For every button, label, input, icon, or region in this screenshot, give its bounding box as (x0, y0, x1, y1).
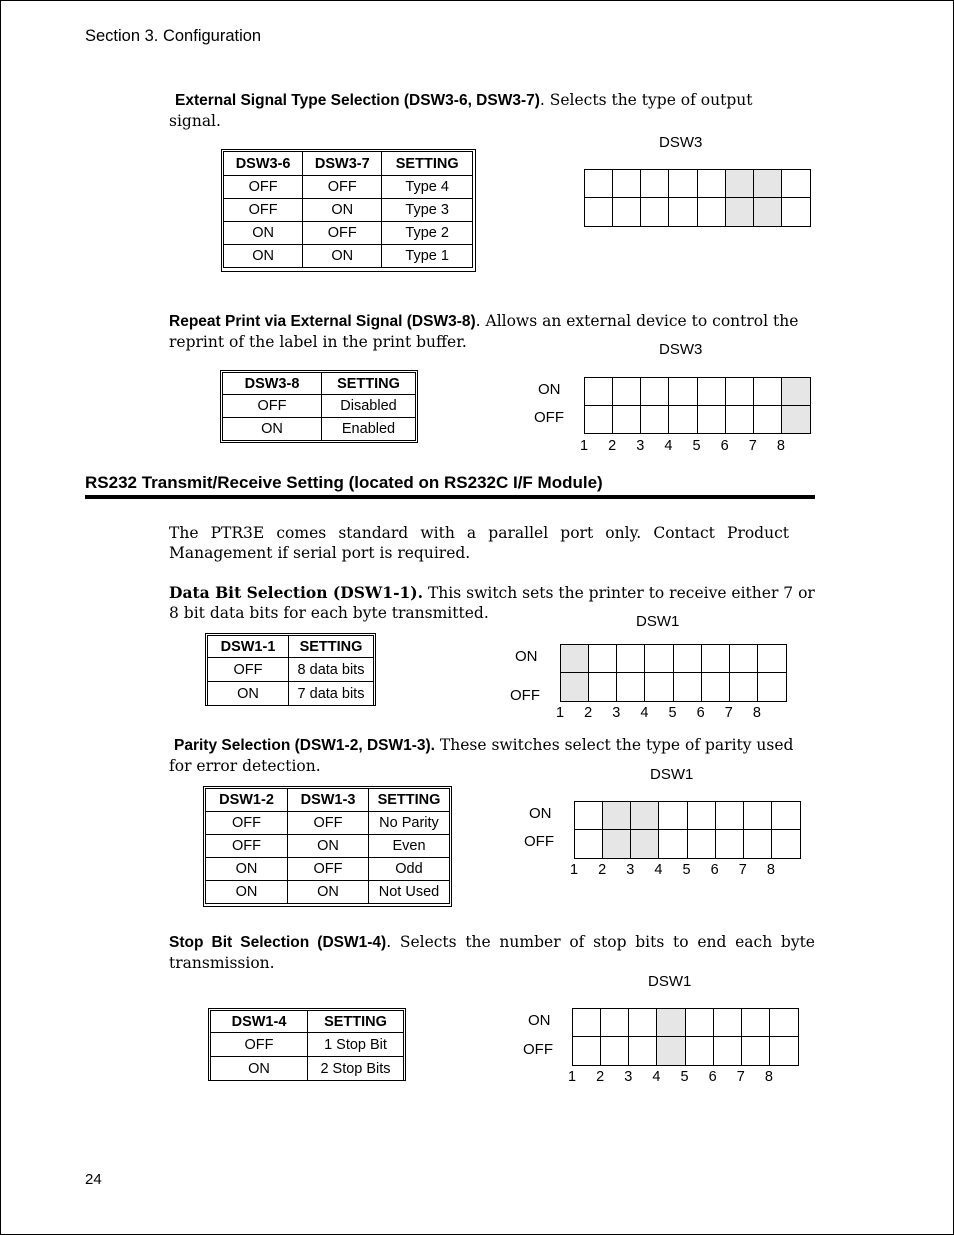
switch-position-7 (754, 170, 782, 198)
switch-position-4 (657, 1037, 685, 1065)
table-cell: ON (211, 1057, 308, 1081)
stop-bit-title: Stop Bit Selection (DSW1-4) (169, 934, 387, 951)
table-cell: Type 2 (382, 222, 473, 245)
table-header: SETTING (382, 152, 473, 176)
table-cell: OFF (206, 812, 288, 835)
switch-number: 5 (692, 438, 701, 454)
switch-position-8 (772, 830, 800, 858)
switch-position-5 (686, 1037, 714, 1065)
switch-position-4 (669, 198, 697, 226)
dip-switch-label: DSW3 (659, 134, 703, 151)
switch-position-2 (603, 830, 631, 858)
table-cell: 1 Stop Bit (308, 1033, 404, 1057)
off-label: OFF (534, 409, 564, 426)
switch-position-5 (674, 673, 702, 701)
ext-signal-title: External Signal Type Selection (DSW3-6, DSW3-7) (175, 92, 540, 109)
switch-position-8 (770, 1009, 798, 1037)
data-bit-title: Data Bit Selection (DSW1-1). (169, 583, 424, 602)
table-cell: ON (224, 222, 303, 245)
switch-position-1 (573, 1037, 601, 1065)
parity-body: These switches select the type of parity used for error detection. (169, 736, 794, 775)
section-heading: RS232 Transmit/Receive Setting (located on RS232C I/F Module) (85, 473, 603, 492)
off-label: OFF (523, 1041, 553, 1058)
switch-position-5 (688, 830, 716, 858)
switch-position-5 (698, 406, 726, 434)
switch-position-4 (669, 378, 697, 406)
dip-switch-diagram (574, 801, 801, 859)
table-cell: Type 1 (382, 245, 473, 268)
switch-position-7 (754, 406, 782, 434)
switch-position-7 (730, 673, 758, 701)
switch-position-1 (585, 378, 613, 406)
table-cell: Even (369, 835, 450, 858)
switch-number: 3 (612, 705, 621, 721)
table-header: DSW1-3 (288, 789, 369, 812)
table-cell: ON (208, 682, 289, 706)
table-cell: Disabled (322, 395, 416, 418)
table-header: SETTING (369, 789, 450, 812)
switch-position-6 (702, 673, 730, 701)
dip-switch-label: DSW1 (648, 973, 692, 990)
switch-position-1 (585, 198, 613, 226)
dip-switch-diagram (560, 644, 787, 702)
table-cell: ON (303, 245, 382, 268)
table-header: DSW1-1 (208, 636, 289, 658)
page-number: 24 (85, 1171, 102, 1188)
switch-number: 5 (680, 1069, 689, 1085)
switch-number: 8 (752, 705, 761, 721)
switch-position-4 (669, 170, 697, 198)
switch-position-7 (744, 802, 772, 830)
off-label: OFF (524, 833, 554, 850)
switch-position-3 (629, 1037, 657, 1065)
section-header: Section 3. Configuration (85, 27, 262, 45)
table-header: DSW3-8 (223, 373, 322, 395)
switch-number: 1 (556, 705, 565, 721)
table-cell: ON (288, 881, 369, 904)
stop-bit-body: . Selects the number of stop bits to end each byte transmission. (169, 933, 815, 972)
parity-table (205, 788, 450, 904)
repeat-print-paragraph (169, 311, 807, 352)
table-cell: Type 3 (382, 199, 473, 222)
switch-number: 4 (640, 705, 649, 721)
stop-bit-paragraph (169, 932, 815, 973)
switch-position-4 (645, 673, 673, 701)
switch-position-5 (688, 802, 716, 830)
table-cell: 2 Stop Bits (308, 1057, 404, 1081)
switch-position-5 (686, 1009, 714, 1037)
switch-position-1 (573, 1009, 601, 1037)
switch-number: 6 (708, 1069, 717, 1085)
switch-position-4 (669, 406, 697, 434)
off-label: OFF (510, 687, 540, 704)
table-header: DSW1-2 (206, 789, 288, 812)
switch-position-1 (575, 830, 603, 858)
table-cell: 7 data bits (289, 682, 374, 706)
switch-position-1 (575, 802, 603, 830)
switch-number: 8 (764, 1069, 773, 1085)
table-header: SETTING (308, 1011, 404, 1033)
data-bit-table (207, 635, 374, 706)
switch-position-4 (645, 645, 673, 673)
parity-title: Parity Selection (DSW1-2, DSW1-3). (174, 737, 435, 754)
table-cell: ON (224, 245, 303, 268)
table-cell: Type 4 (382, 176, 473, 199)
ext-signal-body: . Selects the type of output signal. (169, 91, 753, 130)
stop-bit-table (210, 1010, 404, 1081)
switch-number: 2 (598, 862, 607, 878)
table-cell: OFF (206, 835, 288, 858)
rs232-intro: The PTR3E comes standard with a parallel port only. Contact Product Management if serial port is required. (169, 524, 789, 562)
switch-number: 3 (626, 862, 635, 878)
dip-switch-diagram (572, 1008, 799, 1066)
switch-position-7 (742, 1009, 770, 1037)
switch-position-2 (613, 170, 641, 198)
data-bit-paragraph (169, 583, 817, 623)
parity-paragraph (169, 735, 817, 776)
switch-position-2 (613, 198, 641, 226)
table-cell: OFF (303, 176, 382, 199)
table-header: DSW3-7 (303, 152, 382, 176)
switch-position-8 (758, 673, 786, 701)
table-cell: Not Used (369, 881, 450, 904)
switch-number: 5 (668, 705, 677, 721)
switch-position-7 (754, 378, 782, 406)
switch-number: 7 (748, 438, 757, 454)
switch-number: 7 (738, 862, 747, 878)
dip-switch-label: DSW1 (636, 613, 680, 630)
on-label: ON (538, 381, 561, 398)
table-cell: OFF (224, 176, 303, 199)
on-label: ON (528, 1012, 551, 1029)
switch-number: 3 (624, 1069, 633, 1085)
table-header: DSW1-4 (211, 1011, 308, 1033)
switch-number: 4 (664, 438, 673, 454)
switch-position-5 (698, 378, 726, 406)
switch-number: 2 (596, 1069, 605, 1085)
table-cell: OFF (223, 395, 322, 418)
switch-position-6 (716, 802, 744, 830)
switch-number: 8 (776, 438, 785, 454)
switch-number: 6 (710, 862, 719, 878)
switch-position-2 (601, 1037, 629, 1065)
switch-number: 7 (736, 1069, 745, 1085)
repeat-print-table (222, 372, 416, 441)
switch-position-3 (631, 802, 659, 830)
switch-position-1 (561, 645, 589, 673)
switch-position-8 (770, 1037, 798, 1065)
dip-switch-diagram (584, 377, 811, 434)
switch-position-6 (716, 830, 744, 858)
switch-position-8 (782, 170, 810, 198)
data-bit-body: This switch sets the printer to receive either 7 or 8 bit data bits for each byte transmitted. (169, 584, 815, 622)
switch-position-3 (631, 830, 659, 858)
switch-number: 6 (696, 705, 705, 721)
switch-position-5 (698, 198, 726, 226)
switch-position-2 (613, 406, 641, 434)
switch-number: 2 (608, 438, 617, 454)
table-header: DSW3-6 (224, 152, 303, 176)
switch-position-4 (659, 802, 687, 830)
table-cell: OFF (303, 222, 382, 245)
table-header: SETTING (289, 636, 374, 658)
switch-number: 4 (654, 862, 663, 878)
switch-number: 5 (682, 862, 691, 878)
table-cell: OFF (288, 812, 369, 835)
table-cell: ON (223, 418, 322, 441)
switch-position-3 (641, 170, 669, 198)
on-label: ON (515, 648, 538, 665)
table-cell: OFF (208, 658, 289, 682)
switch-number: 4 (652, 1069, 661, 1085)
switch-position-8 (772, 802, 800, 830)
table-cell: No Parity (369, 812, 450, 835)
switch-position-8 (782, 198, 810, 226)
switch-number: 1 (580, 438, 589, 454)
table-cell: 8 data bits (289, 658, 374, 682)
switch-position-1 (561, 673, 589, 701)
switch-position-3 (641, 378, 669, 406)
switch-position-7 (730, 645, 758, 673)
table-cell: Enabled (322, 418, 416, 441)
repeat-print-title: Repeat Print via External Signal (DSW3-8) (169, 313, 476, 330)
switch-position-3 (641, 406, 669, 434)
switch-number: 6 (720, 438, 729, 454)
dip-switch-label: DSW1 (650, 766, 694, 783)
switch-position-7 (742, 1037, 770, 1065)
switch-position-2 (601, 1009, 629, 1037)
switch-position-4 (659, 830, 687, 858)
switch-position-8 (782, 406, 810, 434)
table-cell: OFF (224, 199, 303, 222)
switch-number: 1 (570, 862, 579, 878)
switch-position-1 (585, 170, 613, 198)
table-header: SETTING (322, 373, 416, 395)
switch-position-3 (641, 198, 669, 226)
switch-position-6 (726, 198, 754, 226)
switch-position-2 (603, 802, 631, 830)
switch-position-4 (657, 1009, 685, 1037)
switch-position-3 (617, 673, 645, 701)
table-cell: Odd (369, 858, 450, 881)
switch-position-6 (714, 1037, 742, 1065)
switch-number: 8 (766, 862, 775, 878)
switch-position-2 (589, 673, 617, 701)
switch-position-3 (617, 645, 645, 673)
switch-position-5 (698, 170, 726, 198)
switch-position-7 (754, 198, 782, 226)
repeat-print-body: . Allows an external device to control the reprint of the label in the print buffer. (169, 312, 799, 351)
switch-position-2 (589, 645, 617, 673)
switch-number: 2 (584, 705, 593, 721)
on-label: ON (529, 805, 552, 822)
table-cell: ON (206, 858, 288, 881)
table-cell: ON (288, 835, 369, 858)
switch-position-6 (726, 378, 754, 406)
dip-switch-diagram (584, 169, 811, 227)
table-cell: OFF (211, 1033, 308, 1057)
switch-number: 7 (724, 705, 733, 721)
switch-position-8 (782, 378, 810, 406)
switch-position-1 (585, 406, 613, 434)
ext-signal-table (223, 151, 473, 268)
dip-switch-label: DSW3 (659, 341, 703, 358)
table-cell: ON (303, 199, 382, 222)
table-cell: ON (206, 881, 288, 904)
switch-position-5 (674, 645, 702, 673)
switch-number: 3 (636, 438, 645, 454)
switch-number: 1 (568, 1069, 577, 1085)
ext-signal-paragraph (169, 90, 801, 131)
switch-position-3 (629, 1009, 657, 1037)
switch-position-6 (702, 645, 730, 673)
switch-position-7 (744, 830, 772, 858)
switch-position-6 (714, 1009, 742, 1037)
heading-rule (85, 495, 815, 499)
switch-position-8 (758, 645, 786, 673)
switch-position-6 (726, 170, 754, 198)
table-cell: OFF (288, 858, 369, 881)
switch-position-2 (613, 378, 641, 406)
switch-position-6 (726, 406, 754, 434)
